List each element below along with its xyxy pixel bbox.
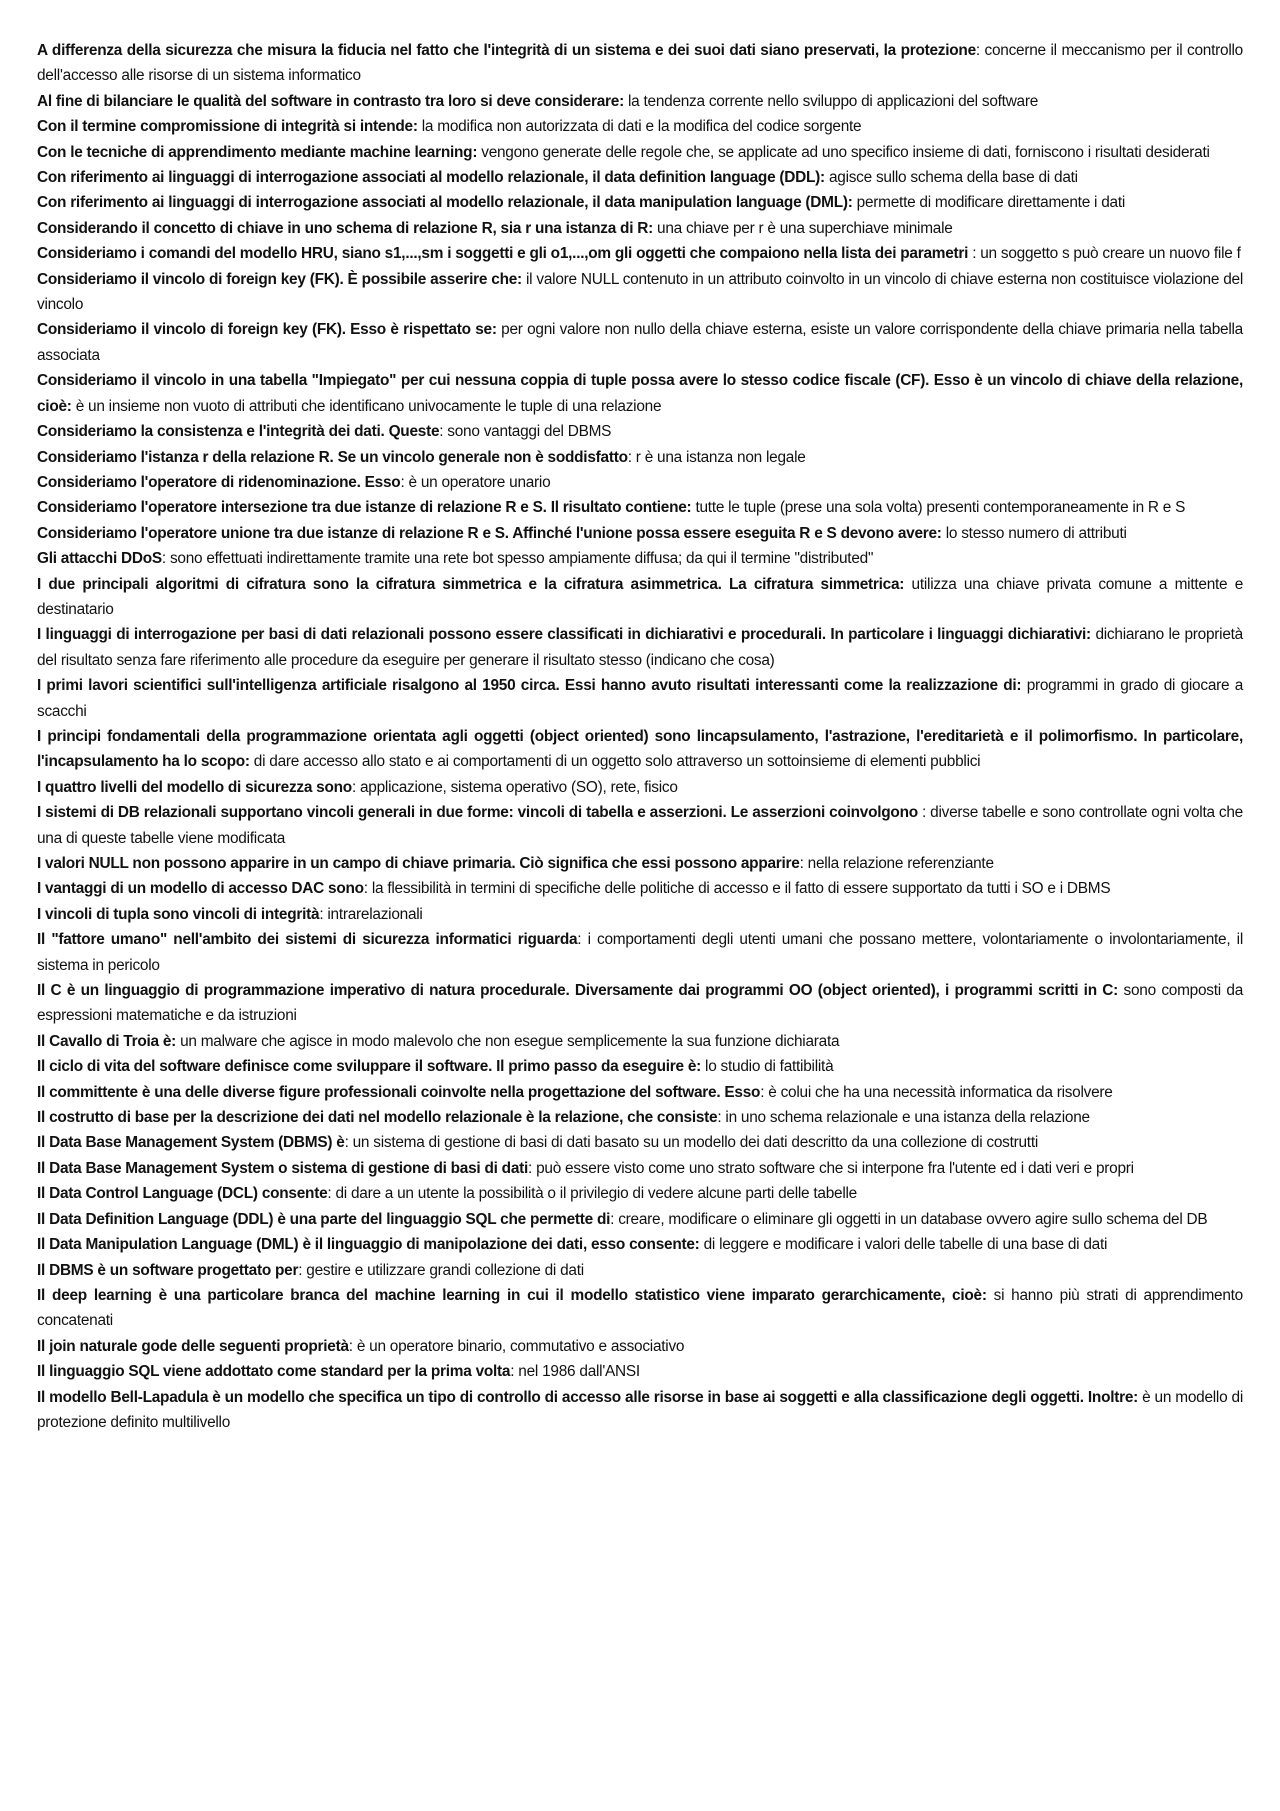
question-text: Consideriamo l'operatore unione tra due istanze di relazione R e S. Affinché l'unione possa essere eseguita R e S devono avere: xyxy=(37,524,942,542)
question-text: Consideriamo la consistenza e l'integrità dei dati. Queste xyxy=(37,423,440,441)
question-text: Consideriamo i comandi del modello HRU, siano s1,...,sm i soggetti e gli o1,...,om gli oggetti che compaiono nella lista dei parametri xyxy=(37,245,969,263)
question-text: I vincoli di tupla sono vincoli di integrità xyxy=(37,905,320,923)
answer-text: : nel 1986 dall'ANSI xyxy=(510,1363,640,1381)
qa-item xyxy=(37,267,1243,318)
qa-item xyxy=(37,470,1243,495)
qa-item xyxy=(37,114,1243,139)
qa-item xyxy=(37,368,1243,419)
answer-text: utilizza una chiave privata comune a mittente e destinatario xyxy=(37,575,1244,618)
answer-text: un malware che agisce in modo malevolo che non esegue semplicemente la sua funzione dichiarata xyxy=(176,1032,840,1050)
question-text: Il Data Base Management System o sistema di gestione di basi di dati xyxy=(37,1159,529,1177)
question-text: Il Data Control Language (DCL) consente xyxy=(37,1185,328,1203)
question-text: Con riferimento ai linguaggi di interrogazione associati al modello relazionale, il data definition language (DDL): xyxy=(37,169,825,187)
qa-item xyxy=(37,724,1243,775)
question-text: Consideriamo l'istanza r della relazione R. Se un vincolo generale non è soddisfatto xyxy=(37,448,628,466)
qa-item xyxy=(37,190,1243,215)
qa-item xyxy=(37,902,1243,927)
qa-item xyxy=(37,241,1243,266)
question-text: Il ciclo di vita del software definisce come sviluppare il software. Il primo passo da eseguire è: xyxy=(37,1058,702,1076)
question-text: Il costrutto di base per la descrizione dei dati nel modello relazionale è la relazione, che consiste xyxy=(37,1109,718,1127)
qa-item xyxy=(37,1080,1243,1105)
question-text: Il Data Base Management System (DBMS) è xyxy=(37,1134,345,1152)
answer-text: : è colui che ha una necessità informatica da risolvere xyxy=(760,1083,1113,1101)
qa-item xyxy=(37,622,1243,673)
question-text: Con le tecniche di apprendimento mediante machine learning: xyxy=(37,143,478,161)
question-text: Considerando il concetto di chiave in uno schema di relazione R, sia r una istanza di R: xyxy=(37,219,653,237)
qa-document xyxy=(37,38,1243,1435)
answer-text: la modifica non autorizzata di dati e la modifica del codice sorgente xyxy=(417,118,862,136)
qa-item xyxy=(37,1181,1243,1206)
question-text: Consideriamo l'operatore intersezione tra due istanze di relazione R e S. Il risultato contiene: xyxy=(37,499,692,517)
question-text: Consideriamo l'operatore di ridenominazione. Esso xyxy=(37,473,401,491)
qa-item xyxy=(37,546,1243,571)
answer-text: il valore NULL contenuto in un attributo coinvolto in un vincolo di chiave esterna non costituisce violazione del vincolo xyxy=(37,270,1243,314)
qa-item xyxy=(37,317,1243,368)
question-text: I vantaggi di un modello di accesso DAC sono xyxy=(37,880,364,898)
answer-text: è un modello di protezione definito multilivello xyxy=(37,1388,1243,1431)
qa-item xyxy=(37,216,1243,241)
answer-text: lo studio di fattibilità xyxy=(701,1058,834,1076)
answer-text: : in uno schema relazionale e una istanza della relazione xyxy=(717,1109,1090,1127)
answer-text: : è un operatore unario xyxy=(400,473,551,491)
question-text: I linguaggi di interrogazione per basi di dati relazionali possono essere classificati in dichiarativi e procedurali. In particolare i linguaggi dichiarativi: xyxy=(37,626,1091,644)
answer-text: agisce sullo schema della base di dati xyxy=(824,169,1078,187)
answer-text: di leggere e modificare i valori delle tabelle di una base di dati xyxy=(699,1236,1108,1254)
qa-item xyxy=(37,673,1243,724)
qa-item xyxy=(37,1105,1243,1130)
question-text: I primi lavori scientifici sull'intelligenza artificiale risalgono al 1950 circa. Essi hanno avuto risultati interessanti come la realizzazione di: xyxy=(37,677,1022,695)
qa-item xyxy=(37,800,1243,851)
qa-item xyxy=(37,1054,1243,1079)
answer-text: : creare, modificare o eliminare gli oggetti in un database ovvero agire sullo schema del DB xyxy=(610,1210,1208,1228)
answer-text: : un sistema di gestione di basi di dati basato su un modello dei dati descritto da una collezione di costrutti xyxy=(344,1134,1039,1152)
question-text: Il deep learning è una particolare branca del machine learning in cui il modello statistico viene imparato gerarchicamente, cioè: xyxy=(37,1286,987,1304)
answer-text: : un soggetto s può creare un nuovo file f xyxy=(968,245,1241,263)
answer-text: di dare accesso allo stato e ai comportamenti di un oggetto solo attraverso un sottoinsieme di elementi pubblici xyxy=(249,753,981,771)
question-text: I quattro livelli del modello di sicurezza sono xyxy=(37,778,352,796)
answer-text: vengono generate delle regole che, se applicate ad uno specifico insieme di dati, forniscono i risultati desiderati xyxy=(477,143,1210,161)
question-text: I due principali algoritmi di cifratura sono la cifratura simmetrica e la cifratura asimmetrica. La cifratura simmetrica: xyxy=(37,575,905,593)
question-text: Il C è un linguaggio di programmazione imperativo di natura procedurale. Diversamente dai programmi OO (object oriented), i programmi scritti in C: xyxy=(37,982,1119,1000)
qa-item xyxy=(37,1130,1243,1155)
question-text: Il modello Bell-Lapadula è un modello che specifica un tipo di controllo di accesso alle risorse in base ai soggetti e alla classificazione degli oggetti. Inoltre: xyxy=(37,1388,1139,1406)
answer-text: lo stesso numero di attributi xyxy=(941,524,1127,542)
qa-item xyxy=(37,419,1243,444)
qa-item xyxy=(37,1156,1243,1181)
question-text: Consideriamo il vincolo di foreign key (FK). È possibile asserire che: xyxy=(37,270,522,288)
answer-text: tutte le tuple (prese una sola volta) presenti contemporaneamente in R e S xyxy=(691,499,1186,517)
qa-item xyxy=(37,927,1243,978)
question-text: I valori NULL non possono apparire in un campo di chiave primaria. Ciò significa che essi possono apparire xyxy=(37,855,800,872)
question-text: I sistemi di DB relazionali supportano vincoli generali in due forme: vincoli di tabella e asserzioni. Le asserzioni coinvolgono xyxy=(37,804,918,822)
qa-item xyxy=(37,775,1243,800)
answer-text: è un insieme non vuoto di attributi che identificano univocamente le tuple di una relazione xyxy=(71,397,662,415)
question-text: Consideriamo il vincolo di foreign key (FK). Esso è rispettato se: xyxy=(37,321,497,339)
qa-item xyxy=(37,1207,1243,1232)
answer-text: : sono vantaggi del DBMS xyxy=(439,423,612,441)
answer-text: : i comportamenti degli utenti umani che possano mettere, volontariamente o involontariamente, il sistema in pericolo xyxy=(37,931,1243,974)
qa-item xyxy=(37,1283,1243,1334)
question-text: Con riferimento ai linguaggi di interrogazione associati al modello relazionale, il data manipulation language (DML): xyxy=(37,194,853,212)
question-text: Con il termine compromissione di integrità si intende: xyxy=(37,118,418,136)
answer-text: dichiarano le proprietà del risultato senza fare riferimento alle procedure da eseguire per generare il risultato stesso (indicano che cosa) xyxy=(37,626,1243,669)
question-text: A differenza della sicurezza che misura la fiducia nel fatto che l'integrità di un sistema e dei suoi dati siano preservati, la protezione xyxy=(37,42,976,59)
answer-text: programmi in grado di giocare a scacchi xyxy=(37,677,1243,720)
answer-text: : applicazione, sistema operativo (SO), rete, fisico xyxy=(351,778,678,796)
question-text: Gli attacchi DDoS xyxy=(37,550,162,568)
answer-text: : diverse tabelle e sono controllate ogni volta che una di queste tabelle viene modificata xyxy=(37,804,1243,847)
answer-text: : può essere visto come uno strato software che si interpone fra l'utente ed i dati veri e propri xyxy=(528,1159,1134,1177)
answer-text: : concerne il meccanismo per il controllo dell'accesso alle risorse di un sistema informatico xyxy=(37,42,1243,85)
qa-item xyxy=(37,445,1243,470)
qa-item xyxy=(37,1385,1243,1436)
answer-text: la tendenza corrente nello sviluppo di applicazioni del software xyxy=(623,92,1039,110)
qa-item xyxy=(37,165,1243,190)
answer-text: permette di modificare direttamente i dati xyxy=(852,194,1126,212)
qa-item xyxy=(37,978,1243,1029)
question-text: Il DBMS è un software progettato per xyxy=(37,1261,299,1279)
question-text: Il Data Manipulation Language (DML) è il linguaggio di manipolazione dei dati, esso consente: xyxy=(37,1236,700,1254)
question-text: Il join naturale gode delle seguenti proprietà xyxy=(37,1337,349,1355)
question-text: Il linguaggio SQL viene addottato come standard per la prima volta xyxy=(37,1363,511,1381)
qa-item xyxy=(37,876,1243,901)
answer-text: : gestire e utilizzare grandi collezione di dati xyxy=(298,1261,584,1279)
answer-text: : intrarelazionali xyxy=(319,905,423,923)
answer-text: : r è una istanza non legale xyxy=(627,448,806,466)
qa-item xyxy=(37,140,1243,165)
qa-item xyxy=(37,495,1243,520)
qa-item xyxy=(37,89,1243,114)
qa-item xyxy=(37,1232,1243,1257)
qa-item xyxy=(37,521,1243,546)
qa-item xyxy=(37,1334,1243,1359)
qa-item xyxy=(37,572,1243,623)
qa-item xyxy=(37,1258,1243,1283)
qa-item xyxy=(37,1359,1243,1384)
answer-text: si hanno più strati di apprendimento concatenati xyxy=(37,1286,1243,1330)
question-text: Il committente è una delle diverse figure professionali coinvolte nella progettazione del software. Esso xyxy=(37,1083,761,1101)
answer-text: : la flessibilità in termini di specifiche delle politiche di accesso e il fatto di essere supportato da tutti i SO e i DBMS xyxy=(363,880,1111,898)
question-text: Il Cavallo di Troia è: xyxy=(37,1032,177,1050)
question-text: Consideriamo il vincolo in una tabella "Impiegato" per cui nessuna coppia di tuple possa avere lo stesso codice fiscale (CF). Esso è un vincolo di chiave della relazione, cioè: xyxy=(37,372,1243,415)
answer-text: sono composti da espressioni matematiche e da istruzioni xyxy=(37,982,1244,1025)
qa-item xyxy=(37,1029,1243,1054)
answer-text: : è un operatore binario, commutativo e associativo xyxy=(348,1337,685,1355)
answer-text: : nella relazione referenziante xyxy=(799,855,994,872)
answer-text: : di dare a un utente la possibilità o il privilegio di vedere alcune parti delle tabelle xyxy=(327,1185,857,1203)
question-text: Il "fattore umano" nell'ambito dei sistemi di sicurezza informatici riguarda xyxy=(37,931,578,949)
question-text: Il Data Definition Language (DDL) è una parte del linguaggio SQL che permette di xyxy=(37,1210,611,1228)
answer-text: una chiave per r è una superchiave minimale xyxy=(653,219,953,237)
answer-text: : sono effettuati indirettamente tramite una rete bot spesso ampiamente diffusa; da qui il termine "distributed" xyxy=(161,550,874,568)
answer-text: per ogni valore non nullo della chiave esterna, esiste un valore corrispondente della chiave primaria nella tabella associata xyxy=(37,321,1243,364)
qa-item xyxy=(37,38,1243,89)
question-text: I principi fondamentali della programmazione orientata agli oggetti (object oriented) sono lincapsulamento, l'astrazione, l'ereditarietà e il polimorfismo. In particolare, l'incapsulamento ha lo scopo: xyxy=(37,727,1243,771)
question-text: Al fine di bilanciare le qualità del software in contrasto tra loro si deve considerare: xyxy=(37,92,624,110)
qa-item xyxy=(37,851,1243,876)
